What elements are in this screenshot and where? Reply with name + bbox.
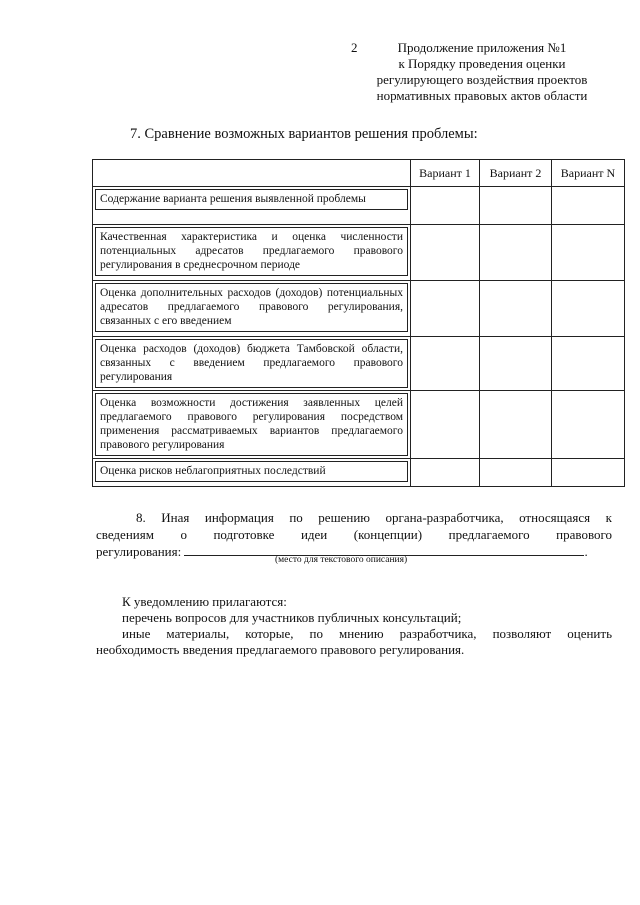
table-row <box>93 225 625 281</box>
criterion-text: Содержание варианта решения выявленной проблемы <box>95 189 408 210</box>
criterion-cell <box>93 459 411 487</box>
column-header-variant-2: Вариант 2 <box>480 160 552 187</box>
criterion-text: Оценка дополнительных расходов (доходов) потенциальных адресатов предлагаемого правового регулирования, связанных с его введением <box>95 283 408 332</box>
criterion-cell <box>93 281 411 337</box>
table-row <box>93 337 625 391</box>
table-row <box>93 187 625 225</box>
header-line: к Порядку проведения оценки <box>398 56 566 71</box>
variant-n-cell[interactable] <box>552 391 625 459</box>
variant-2-cell[interactable] <box>480 225 552 281</box>
variants-comparison-table <box>92 159 625 487</box>
variant-1-cell[interactable] <box>411 337 480 391</box>
variant-1-cell[interactable] <box>411 225 480 281</box>
variant-n-cell[interactable] <box>552 281 625 337</box>
table-row <box>93 459 625 487</box>
criterion-text: Оценка расходов (доходов) бюджета Тамбовской области, связанных с введением предлагаемого правового регулирования <box>95 339 408 388</box>
criterion-text: Оценка рисков неблагоприятных последствий <box>95 461 408 482</box>
column-header-variant-1: Вариант 1 <box>411 160 480 187</box>
variant-2-cell[interactable] <box>480 337 552 391</box>
variant-n-cell[interactable] <box>552 225 625 281</box>
variant-2-cell[interactable] <box>480 391 552 459</box>
variant-n-cell[interactable] <box>552 459 625 487</box>
criterion-cell <box>93 225 411 281</box>
attachments-block <box>96 594 612 658</box>
attachment-item-continuation: необходимость введения предлагаемого правового регулирования. <box>96 642 465 657</box>
table-row <box>93 281 625 337</box>
column-header-variant-n: Вариант N <box>552 160 625 187</box>
header-line: Продолжение приложения №1 <box>397 40 567 55</box>
variant-1-cell[interactable] <box>411 391 480 459</box>
appendix-header <box>362 40 602 104</box>
criterion-cell <box>93 187 411 225</box>
attachments-lead: К уведомлению прилагаются: <box>122 594 287 609</box>
variant-n-cell[interactable] <box>552 187 625 225</box>
criterion-text: Качественная характеристика и оценка численности потенциальных адресатов предлагаемого правового регулирования в среднесрочном периоде <box>95 227 408 276</box>
section-8-line: сведениям о подготовке идеи (концепции) предлагаемого правового <box>96 527 612 542</box>
attachment-item: перечень вопросов для участников публичных консультаций; <box>122 610 462 625</box>
column-header-criterion <box>93 160 411 187</box>
attachment-item: иные материалы, которые, по мнению разработчика, позволяют оценить <box>122 626 612 641</box>
criterion-text: Оценка возможности достижения заявленных целей предлагаемого правового регулирования посредством применения рассматриваемых вариантов предлагаемого правового регулирования <box>95 393 408 456</box>
page-number: 2 <box>351 40 358 55</box>
table-row <box>93 391 625 459</box>
table-header-row <box>93 160 625 187</box>
section-7-title: 7. Сравнение возможных вариантов решения проблемы: <box>130 126 478 142</box>
variant-2-cell[interactable] <box>480 459 552 487</box>
header-line: нормативных правовых актов области <box>376 88 588 103</box>
section-8-prefix: регулирования: <box>96 544 182 559</box>
variant-n-cell[interactable] <box>552 337 625 391</box>
section-8-line: 8. Иная информация по решению органа-разработчика, относящаяся к <box>136 510 612 525</box>
variant-1-cell[interactable] <box>411 459 480 487</box>
variant-2-cell[interactable] <box>480 281 552 337</box>
criterion-cell <box>93 337 411 391</box>
variant-2-cell[interactable] <box>480 187 552 225</box>
criterion-cell <box>93 391 411 459</box>
section-8-suffix: . <box>584 544 588 559</box>
variant-1-cell[interactable] <box>411 281 480 337</box>
variant-1-cell[interactable] <box>411 187 480 225</box>
section-8-paragraph <box>96 509 612 560</box>
header-line: регулирующего воздействия проектов <box>376 72 588 87</box>
field-hint: (место для текстового описания) <box>275 555 408 565</box>
